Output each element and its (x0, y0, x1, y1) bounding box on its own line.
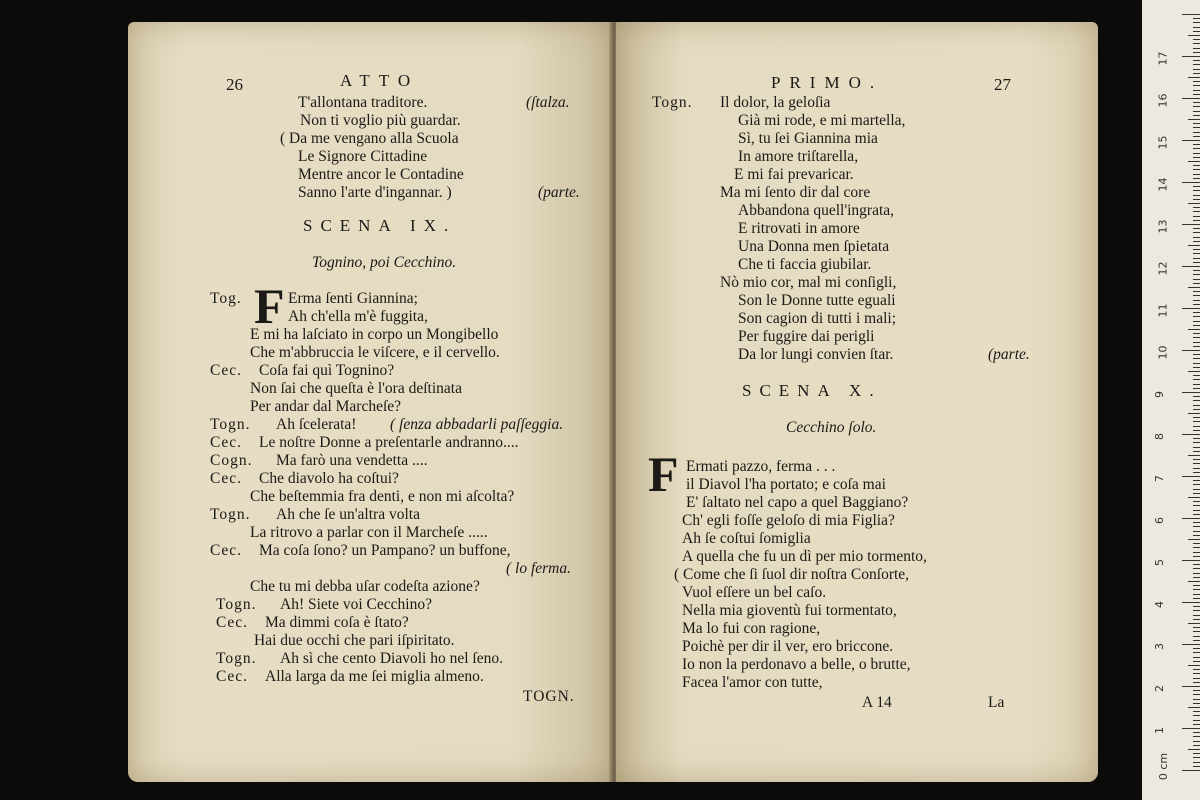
ruler-tick (1188, 623, 1200, 624)
ruler-tick (1182, 644, 1200, 645)
ruler-tick (1193, 258, 1200, 259)
ruler-tick (1193, 745, 1200, 746)
verse-line: T'allontana traditore. (298, 94, 428, 111)
verse-line: Ma mi ſento dir dal core (720, 184, 871, 201)
page-number: 27 (994, 75, 1011, 94)
ruler-tick (1193, 711, 1200, 712)
ruler-tick (1193, 741, 1200, 742)
ruler-tick (1193, 64, 1200, 65)
stage-direction: (parte. (538, 184, 580, 201)
ruler-tick (1193, 60, 1200, 61)
dialogue-line: Che diavolo ha coſtui? (259, 470, 399, 487)
ruler-tick (1193, 669, 1200, 670)
ruler-tick (1188, 413, 1200, 414)
ruler-tick (1193, 186, 1200, 187)
ruler-tick (1193, 90, 1200, 91)
catchword: TOGN. (523, 688, 575, 705)
ruler-tick (1193, 510, 1200, 511)
ruler-tick (1193, 325, 1200, 326)
ruler-tick (1193, 153, 1200, 154)
ruler-tick (1193, 123, 1200, 124)
verse-line: Mentre ancor le Contadine (298, 166, 464, 183)
stage-direction: (parte. (988, 346, 1030, 363)
ruler-tick (1193, 262, 1200, 263)
dialogue-line: Non ſai che queſta è l'ora deſtinata (250, 380, 462, 397)
ruler-tick (1193, 447, 1200, 448)
ruler-tick (1188, 749, 1200, 750)
dialogue-line: La ritrovo a parlar con il Marcheſe ..... (250, 524, 488, 541)
ruler-tick (1193, 249, 1200, 250)
ruler-tick (1193, 31, 1200, 32)
ruler-number: 11 (1156, 303, 1170, 318)
ruler-number: 3 (1153, 643, 1166, 650)
ruler-tick (1193, 396, 1200, 397)
drop-cap: F (648, 446, 679, 502)
ruler-tick (1193, 699, 1200, 700)
ruler-tick (1193, 753, 1200, 754)
ruler-tick (1193, 379, 1200, 380)
speaker-label: Togn. (652, 94, 693, 111)
ruler-tick (1193, 736, 1200, 737)
ruler-tick (1193, 430, 1200, 431)
monologue-line: Poichè per dir il ver, ero briccone. (682, 638, 894, 655)
ruler-tick (1193, 274, 1200, 275)
catchword: La (988, 694, 1005, 711)
ruler-tick (1193, 73, 1200, 74)
ruler-tick (1188, 665, 1200, 666)
ruler-number: 5 (1153, 559, 1166, 566)
ruler-tick (1188, 287, 1200, 288)
speaker-label: Tog. (210, 290, 242, 307)
dialogue-line: Ma dimmi coſa è ſtato? (265, 614, 409, 631)
verse-line: Nò mio cor, mal mi conſigli, (720, 274, 897, 291)
ruler-number: 7 (1153, 475, 1166, 482)
monologue-line: Nella mia gioventù fui tormentato, (682, 602, 897, 619)
ruler-tick (1193, 39, 1200, 40)
ruler-tick (1193, 703, 1200, 704)
ruler-tick (1193, 312, 1200, 313)
ruler-tick (1193, 321, 1200, 322)
stage-direction: ( ſenza abbadarli paſſeggia. (390, 416, 564, 433)
verse-line: Non ti voglio più guardar. (300, 112, 461, 129)
ruler-tick (1193, 661, 1200, 662)
signature-mark: A 14 (862, 694, 892, 711)
ruler-tick (1193, 375, 1200, 376)
ruler-tick (1193, 85, 1200, 86)
dialogue-line: E mi ha laſciato in corpo un Mongibello (250, 326, 499, 343)
ruler-number: 1 (1153, 727, 1166, 734)
ruler-tick (1193, 195, 1200, 196)
ruler-tick (1193, 501, 1200, 502)
ruler-tick (1193, 610, 1200, 611)
ruler-tick (1193, 451, 1200, 452)
ruler-tick (1193, 43, 1200, 44)
dialogue-line: Ah! Siete voi Cecchino? (280, 596, 432, 613)
ruler-tick (1193, 720, 1200, 721)
ruler-tick (1193, 514, 1200, 515)
dialogue-line: Le noſtre Donne a preſentarle andranno.... (259, 434, 519, 451)
monologue-line: Facea l'amor con tutte, (682, 674, 823, 691)
ruler-tick (1193, 48, 1200, 49)
dialogue-line: Ma farò una vendetta .... (276, 452, 428, 469)
ruler-tick (1193, 556, 1200, 557)
verse-line: E ritrovati in amore (738, 220, 860, 237)
ruler-number: 9 (1153, 391, 1166, 398)
ruler-number: 14 (1156, 177, 1170, 192)
ruler-tick (1193, 468, 1200, 469)
ruler-tick (1193, 459, 1200, 460)
ruler-tick (1182, 602, 1200, 603)
ruler-tick (1193, 547, 1200, 548)
ruler-tick (1193, 136, 1200, 137)
ruler-tick (1193, 367, 1200, 368)
dialogue-line: Che beſtemmia fra denti, e non mi aſcolta? (250, 488, 515, 505)
ruler-tick (1193, 127, 1200, 128)
ruler-tick (1193, 102, 1200, 103)
ruler-tick (1188, 245, 1200, 246)
ruler-tick (1193, 174, 1200, 175)
ruler-number: 6 (1153, 517, 1166, 524)
ruler-tick (1193, 69, 1200, 70)
ruler-tick (1193, 484, 1200, 485)
ruler-tick (1193, 463, 1200, 464)
ruler-tick (1193, 694, 1200, 695)
scene-subtitle: Tognino, poi Cecchino. (312, 254, 457, 271)
ruler-tick (1182, 182, 1200, 183)
ruler-tick (1193, 111, 1200, 112)
ruler-tick (1193, 438, 1200, 439)
dialogue-line: Ma coſa ſono? un Pampano? un buffone, (259, 542, 511, 559)
ruler-tick (1193, 673, 1200, 674)
ruler-number: 13 (1156, 219, 1170, 234)
ruler-tick (1193, 81, 1200, 82)
ruler-tick (1193, 354, 1200, 355)
ruler-tick (1193, 715, 1200, 716)
speaker-label: Togn. (210, 416, 251, 433)
verse-line: Già mi rode, e mi martella, (738, 112, 906, 129)
ruler-tick (1182, 686, 1200, 687)
ruler-tick (1193, 400, 1200, 401)
ruler-tick (1193, 417, 1200, 418)
monologue-line: Ch' egli foſſe geloſo di mia Figlia? (682, 512, 895, 529)
speaker-label: Cec. (210, 362, 242, 379)
ruler-tick (1193, 132, 1200, 133)
ruler-tick (1193, 388, 1200, 389)
dialogue-line: Ah ſcelerata! (276, 416, 357, 433)
ruler-tick (1193, 589, 1200, 590)
dialogue-line: Ah che ſe un'altra volta (276, 506, 420, 523)
ruler-number: 17 (1156, 51, 1170, 66)
speaker-label: Togn. (210, 506, 251, 523)
running-header: ATTO (340, 71, 420, 90)
speaker-label: Cec. (210, 434, 242, 451)
monologue-line: E' ſaltato nel capo a quel Baggiano? (686, 494, 909, 511)
ruler-tick (1193, 237, 1200, 238)
ruler-tick (1193, 505, 1200, 506)
speaker-label: Cec. (216, 668, 248, 685)
ruler-tick (1193, 636, 1200, 637)
ruler-tick (1193, 291, 1200, 292)
ruler-tick (1193, 493, 1200, 494)
ruler-tick (1193, 190, 1200, 191)
monologue-line: Vuol eſſere un bel caſo. (682, 584, 827, 601)
verse-line: Da lor lungi convien ſtar. (738, 346, 894, 363)
ruler-tick (1193, 22, 1200, 23)
ruler-tick (1188, 203, 1200, 204)
ruler-tick (1193, 564, 1200, 565)
ruler-tick (1188, 161, 1200, 162)
ruler-number: 10 (1156, 345, 1170, 360)
ruler-tick (1188, 581, 1200, 582)
ruler-tick (1193, 724, 1200, 725)
scene-title: SCENA X. (742, 381, 882, 400)
ruler-tick (1193, 27, 1200, 28)
verse-line: In amore triſtarella, (738, 148, 859, 165)
ruler-tick (1193, 426, 1200, 427)
ruler-tick (1182, 224, 1200, 225)
ruler-tick (1193, 211, 1200, 212)
ruler-tick (1193, 522, 1200, 523)
ruler-tick (1193, 300, 1200, 301)
open-book (128, 22, 1098, 790)
verse-line: Son le Donne tutte eguali (738, 292, 896, 309)
ruler-tick (1193, 295, 1200, 296)
ruler-tick (1193, 94, 1200, 95)
verse-line: Una Donna men ſpietata (738, 238, 890, 255)
ruler-tick (1193, 594, 1200, 595)
monologue-line: Ma lo fui con ragione, (682, 620, 821, 637)
dialogue-line: Erma ſenti Giannina; (288, 290, 418, 307)
verse-line: Son cagion di tutti i mali; (738, 310, 897, 327)
ruler-tick (1193, 552, 1200, 553)
speaker-label: Cec. (210, 542, 242, 559)
page-number: 26 (226, 75, 243, 94)
scene-title: SCENA IX. (303, 216, 457, 235)
ruler-tick (1193, 480, 1200, 481)
ruler-tick (1193, 531, 1200, 532)
ruler-tick (1193, 678, 1200, 679)
ruler-tick (1193, 535, 1200, 536)
verse-line: Sì, tu ſei Giannina mia (738, 130, 878, 147)
speaker-label: Cec. (216, 614, 248, 631)
ruler-tick (1193, 598, 1200, 599)
ruler-tick (1182, 14, 1200, 15)
ruler-number: 4 (1153, 601, 1166, 608)
ruler-tick (1193, 615, 1200, 616)
ruler-tick (1193, 573, 1200, 574)
ruler-tick (1193, 732, 1200, 733)
ruler-tick (1193, 409, 1200, 410)
ruler-tick (1193, 606, 1200, 607)
ruler-tick (1193, 253, 1200, 254)
measuring-ruler (1142, 0, 1200, 800)
ruler-tick (1193, 165, 1200, 166)
ruler-tick (1193, 157, 1200, 158)
ruler-tick (1193, 207, 1200, 208)
dialogue-line: Hai due occhi che pari iſpiritato. (254, 632, 455, 649)
ruler-tick (1193, 316, 1200, 317)
ruler-tick (1193, 283, 1200, 284)
dialogue-line: Che tu mi debba uſar codeſta azione? (250, 578, 480, 595)
ruler-tick (1193, 115, 1200, 116)
speaker-label: Togn. (216, 596, 257, 613)
verse-line: Che ti faccia giubilar. (738, 256, 872, 273)
ruler-tick (1193, 489, 1200, 490)
stage-direction: (ſtalza. (526, 94, 570, 111)
ruler-tick (1182, 98, 1200, 99)
ruler-tick (1182, 56, 1200, 57)
ruler-tick (1193, 619, 1200, 620)
ruler-tick (1193, 232, 1200, 233)
ruler-tick (1193, 690, 1200, 691)
ruler-tick (1193, 652, 1200, 653)
ruler-tick (1193, 333, 1200, 334)
ruler-tick (1193, 216, 1200, 217)
stage-direction: ( lo ferma. (506, 560, 572, 577)
dialogue-line: Ah sì che cento Diavoli ho nel ſeno. (280, 650, 503, 667)
ruler-tick (1188, 497, 1200, 498)
ruler-tick (1193, 358, 1200, 359)
ruler-tick (1193, 346, 1200, 347)
ruler-tick (1188, 371, 1200, 372)
right-page (616, 22, 1098, 782)
dialogue-line: Che m'abbruccia le viſcere, e il cervello. (250, 344, 500, 361)
speaker-label: Cogn. (210, 452, 253, 469)
ruler-tick (1182, 308, 1200, 309)
ruler-tick (1182, 770, 1200, 771)
monologue-line: Ah ſe coſtui ſomiglia (682, 530, 811, 547)
ruler-tick (1188, 539, 1200, 540)
ruler-tick (1193, 220, 1200, 221)
ruler-tick (1193, 568, 1200, 569)
ruler-tick (1193, 762, 1200, 763)
ruler-tick (1188, 119, 1200, 120)
speaker-label: Cec. (210, 470, 242, 487)
ruler-tick (1193, 169, 1200, 170)
running-header: PRIMO. (771, 73, 884, 92)
ruler-number: 16 (1156, 93, 1170, 108)
ruler-tick (1182, 728, 1200, 729)
ruler-tick (1182, 392, 1200, 393)
monologue-line: ( Come che ſi ſuol dir noſtra Conſorte, (674, 566, 910, 583)
ruler-tick (1182, 560, 1200, 561)
ruler-tick (1193, 640, 1200, 641)
ruler-tick (1182, 518, 1200, 519)
monologue-line: il Diavol l'ha portato; e coſa mai (686, 476, 886, 493)
ruler-tick (1193, 228, 1200, 229)
ruler-tick (1193, 657, 1200, 658)
ruler-tick (1182, 266, 1200, 267)
ruler-tick (1193, 526, 1200, 527)
ruler-tick (1182, 434, 1200, 435)
dialogue-line: Coſa fai quì Tognino? (259, 362, 395, 379)
ruler-tick (1193, 241, 1200, 242)
ruler-tick (1193, 585, 1200, 586)
ruler-tick (1193, 106, 1200, 107)
dialogue-line: Per andar dal Marcheſe? (250, 398, 402, 415)
ruler-tick (1193, 52, 1200, 53)
verse-line: E mi fai prevaricar. (734, 166, 854, 183)
ruler-tick (1193, 442, 1200, 443)
ruler-tick (1182, 476, 1200, 477)
verse-line: Abbandona quell'ingrata, (738, 202, 895, 219)
dialogue-line: Ah ch'ella m'è fuggita, (288, 308, 428, 325)
ruler-tick (1188, 455, 1200, 456)
ruler-tick (1193, 682, 1200, 683)
monologue-line: A quella che fu un dì per mio tormento, (682, 548, 927, 565)
ruler-tick (1193, 421, 1200, 422)
ruler-tick (1193, 405, 1200, 406)
monologue-line: Ermati pazzo, ferma . . . (686, 458, 836, 475)
ruler-tick (1188, 707, 1200, 708)
ruler-tick (1193, 18, 1200, 19)
speaker-label: Togn. (216, 650, 257, 667)
scene-subtitle: Cecchino ſolo. (786, 419, 877, 436)
ruler-tick (1193, 337, 1200, 338)
ruler-number: 2 (1153, 685, 1166, 692)
ruler-tick (1193, 144, 1200, 145)
ruler-number: 8 (1153, 433, 1166, 440)
dialogue-line: Alla larga da me ſei miglia almeno. (265, 668, 484, 685)
verse-line: ( Da me vengano alla Scuola (280, 130, 459, 147)
ruler-tick (1193, 178, 1200, 179)
verse-line: Per fuggire dai perigli (738, 328, 875, 345)
ruler-tick (1193, 199, 1200, 200)
ruler-number: 15 (1156, 135, 1170, 150)
ruler-tick (1193, 148, 1200, 149)
verse-line: Le Signore Cittadine (298, 148, 428, 165)
ruler-tick (1193, 472, 1200, 473)
left-page (128, 22, 613, 782)
ruler-tick (1193, 627, 1200, 628)
ruler-tick (1193, 384, 1200, 385)
ruler-tick (1188, 77, 1200, 78)
ruler-tick (1188, 329, 1200, 330)
monologue-line: Io non la perdonavo a belle, o brutte, (682, 656, 911, 673)
ruler-tick (1193, 342, 1200, 343)
ruler-unit-label: 0 cm (1157, 752, 1171, 781)
ruler-tick (1182, 140, 1200, 141)
ruler-tick (1188, 35, 1200, 36)
ruler-number: 12 (1156, 261, 1170, 276)
ruler-tick (1193, 304, 1200, 305)
ruler-tick (1193, 270, 1200, 271)
ruler-tick (1193, 363, 1200, 364)
ruler-tick (1193, 766, 1200, 767)
ruler-tick (1193, 648, 1200, 649)
verse-line: Il dolor, la geloſia (720, 94, 831, 111)
ruler-tick (1193, 577, 1200, 578)
ruler-tick (1193, 279, 1200, 280)
ruler-tick (1193, 757, 1200, 758)
ruler-tick (1182, 350, 1200, 351)
ruler-tick (1193, 631, 1200, 632)
drop-cap: F (254, 278, 285, 334)
ruler-tick (1193, 543, 1200, 544)
verse-line: Sanno l'arte d'ingannar. ) (298, 184, 452, 201)
